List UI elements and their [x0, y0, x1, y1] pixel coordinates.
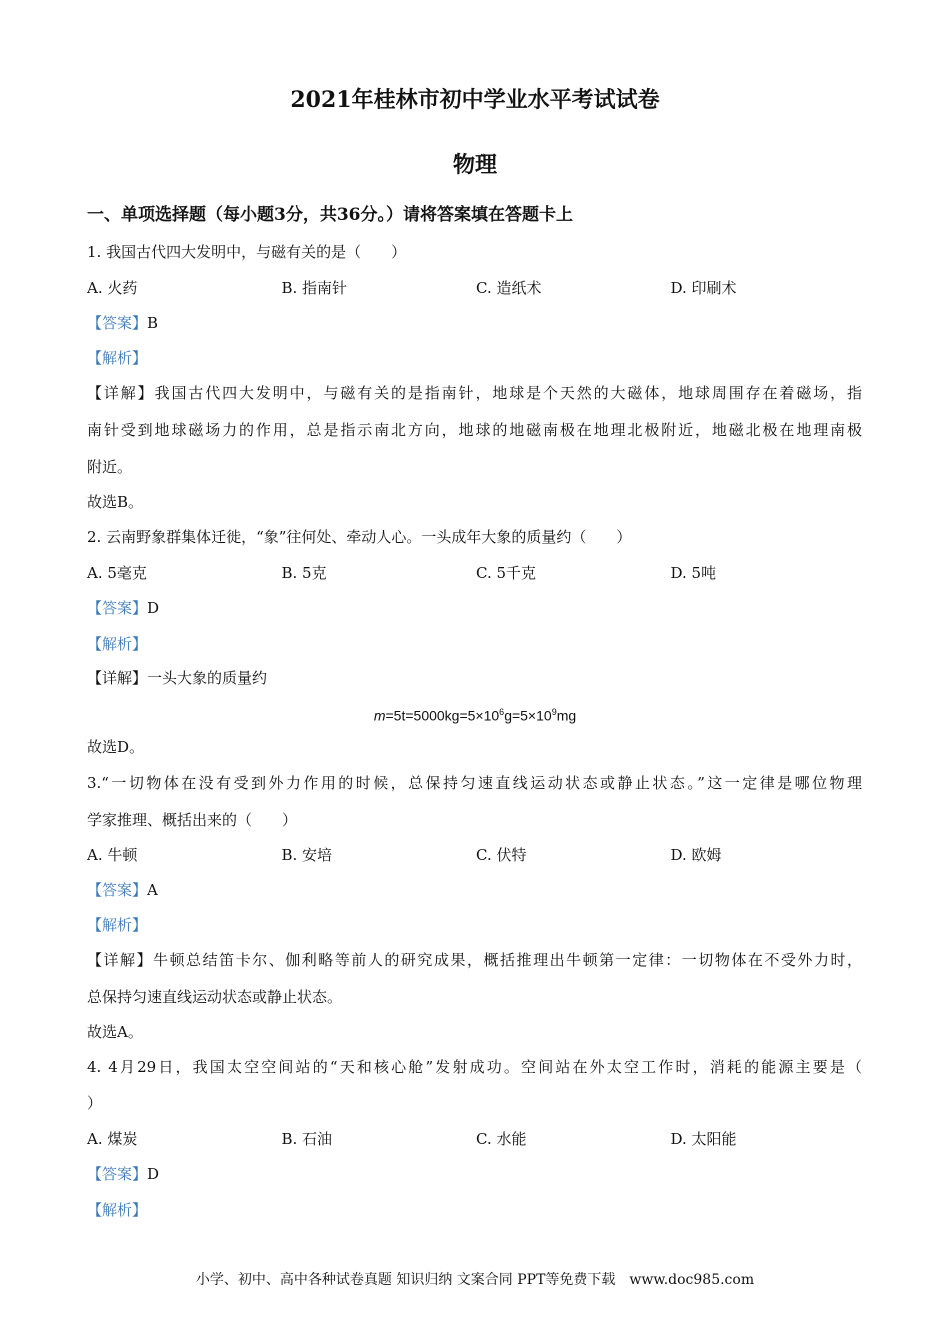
- option-a: A. 牛顿: [87, 846, 138, 864]
- answer-line: [87, 311, 158, 335]
- answer-label: 【答案】: [87, 881, 148, 899]
- options-row: [87, 1127, 867, 1151]
- option-d: D. 印刷术: [670, 279, 737, 297]
- detail-line: [87, 985, 342, 1009]
- option-d: D. 5吨: [670, 564, 717, 582]
- section-heading: 一、单项选择题（每小题3分，共36分。）请将答案填在答题卡上: [87, 205, 573, 225]
- conclusion: 故选B。: [87, 493, 144, 511]
- option-c: C. 水能: [476, 1130, 527, 1148]
- subject-title: 物理: [452, 152, 497, 178]
- analysis-label: 【解析】: [87, 635, 148, 653]
- exponent: 6: [499, 707, 505, 717]
- detail-line: [87, 381, 862, 405]
- question-stem: 2. 云南野象群集体迁徙，“象”往何处、牵动人心。一头成年大象的质量约（ ）: [87, 528, 632, 546]
- detail-line: [87, 948, 862, 972]
- detail-label: 【详解】: [87, 384, 155, 402]
- detail-text: 南针受到地球磁场力的作用，总是指示南北方向，地球的地磁南极在地理北极附近，地磁北极在地理南极: [87, 421, 862, 439]
- options-row: [87, 561, 867, 585]
- option-a: A. 煤炭: [87, 1130, 138, 1148]
- conclusion: 故选D。: [87, 738, 145, 756]
- detail-line: [87, 418, 862, 442]
- option-c: C. 伏特: [476, 846, 527, 864]
- formula-var: m: [373, 707, 386, 724]
- answer-label: 【答案】: [87, 1165, 148, 1183]
- question-stem: 4. 4月29日，我国太空空间站的“天和核心舱”发射成功。空间站在外太空工作时，消耗的能源主要是（: [87, 1058, 862, 1076]
- detail-line: [87, 666, 267, 690]
- answer-value: D: [147, 1165, 160, 1183]
- option-d: D. 太阳能: [670, 1130, 737, 1148]
- option-a: A. 5毫克: [87, 564, 147, 582]
- detail-text: 牛顿总结笛卡尔、伽利略等前人的研究成果，概括推理出牛顿第一定律：一切物体在不受外力时，: [153, 951, 862, 969]
- question-stem: 学家推理、概括出来的（ ）: [87, 811, 298, 829]
- detail-text: 附近。: [87, 458, 133, 476]
- question-stem: 3.“一切物体在没有受到外力作用的时候，总保持匀速直线运动状态或静止状态。”这一定律是哪位物理: [87, 774, 862, 792]
- formula-part: =5t=5000kg=5×10: [385, 707, 500, 724]
- options-row: [87, 276, 867, 300]
- analysis-label: 【解析】: [87, 1201, 148, 1219]
- answer-value: D: [147, 599, 160, 617]
- formula: [0, 700, 950, 724]
- footer-text: 小学、初中、高中各种试卷真题 知识归纳 文案合同 PPT等免费下载 www.doc985.com: [195, 1272, 755, 1288]
- answer-value: A: [147, 881, 158, 899]
- option-a: A. 火药: [87, 279, 138, 297]
- analysis-label: 【解析】: [87, 349, 148, 367]
- options-row: [87, 843, 867, 867]
- detail-line: [87, 455, 132, 479]
- conclusion: 故选A。: [87, 1023, 143, 1041]
- analysis-label: 【解析】: [87, 916, 148, 934]
- option-b: B. 指南针: [281, 279, 348, 297]
- option-b: B. 安培: [281, 846, 333, 864]
- option-c: C. 5千克: [476, 564, 537, 582]
- detail-text: 总保持匀速直线运动状态或静止状态。: [87, 988, 343, 1006]
- exponent: 9: [551, 707, 557, 717]
- formula-part: mg: [556, 707, 577, 724]
- answer-line: [87, 596, 159, 620]
- detail-text: 一头大象的质量约: [147, 669, 268, 687]
- detail-label: 【详解】: [87, 951, 154, 969]
- answer-label: 【答案】: [87, 599, 148, 617]
- formula-part: g=5×10: [504, 707, 552, 724]
- option-b: B. 5克: [281, 564, 327, 582]
- detail-label: 【详解】: [87, 669, 148, 687]
- answer-value: B: [147, 314, 159, 332]
- option-c: C. 造纸术: [476, 279, 542, 297]
- option-d: D. 欧姆: [670, 846, 722, 864]
- question-stem: ）: [87, 1094, 103, 1112]
- detail-text: 我国古代四大发明中，与磁有关的是指南针，地球是个天然的大磁体，地球周围存在着磁场，指: [154, 384, 862, 402]
- option-b: B. 石油: [281, 1130, 333, 1148]
- question-stem: 1. 我国古代四大发明中，与磁有关的是（ ）: [87, 243, 407, 261]
- doc-title: 2021年桂林市初中学业水平考试试卷: [290, 87, 660, 113]
- answer-line: [87, 1162, 159, 1186]
- answer-line: [87, 878, 158, 902]
- answer-label: 【答案】: [87, 314, 148, 332]
